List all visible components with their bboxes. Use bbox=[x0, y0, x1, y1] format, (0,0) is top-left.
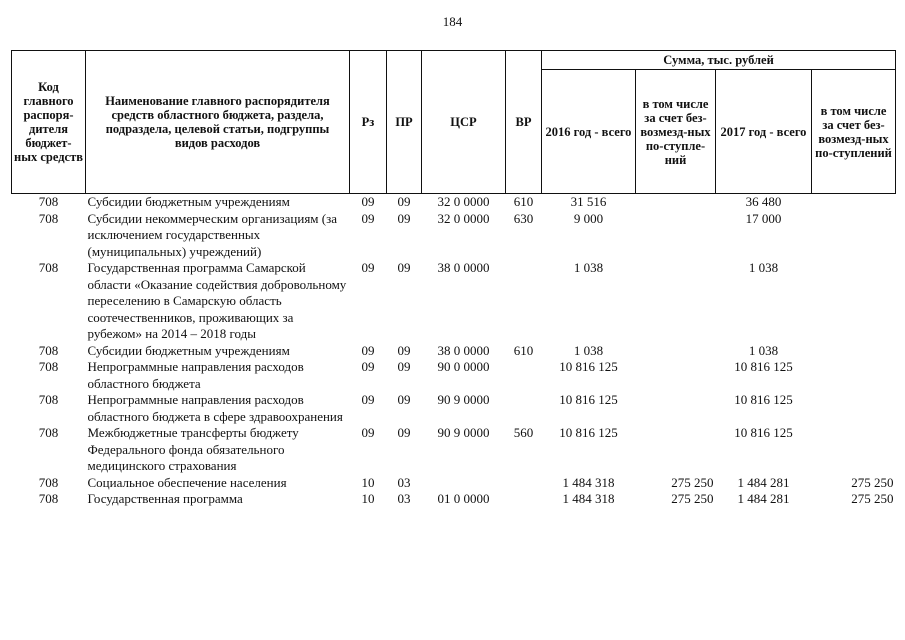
cell-2016-total: 10 816 125 bbox=[559, 392, 618, 407]
table-body bbox=[12, 194, 896, 508]
cell-2017-free bbox=[812, 359, 896, 392]
cell-2016-free bbox=[636, 194, 716, 211]
header-2017-total: 2017 год - всего bbox=[716, 70, 812, 194]
cell-pr: 09 bbox=[397, 260, 411, 275]
cell-2016-total: 1 484 318 bbox=[562, 491, 615, 506]
cell-vr bbox=[506, 491, 542, 508]
cell-name: Государственная программа bbox=[87, 491, 243, 506]
cell-2016-free bbox=[636, 425, 716, 475]
table-row bbox=[12, 260, 896, 343]
cell-2016-total: 1 038 bbox=[573, 342, 604, 358]
cell-2017-total: 1 038 bbox=[748, 342, 779, 358]
cell-rz: 10 bbox=[361, 474, 375, 490]
cell-2017-free bbox=[812, 194, 896, 211]
cell-2016-free bbox=[636, 211, 716, 261]
header-2017-free: в том числе за счет без-возмезд-ных по-ступлений bbox=[812, 70, 896, 194]
cell-2017-total: 1 038 bbox=[748, 260, 779, 275]
cell-csr: 90 0 0000 bbox=[437, 359, 490, 374]
cell-vr bbox=[506, 475, 542, 492]
cell-name: Непрограммные направления расходов областного бюджета bbox=[87, 359, 304, 391]
cell-code: 708 bbox=[38, 342, 59, 358]
cell-rz: 09 bbox=[361, 210, 375, 226]
cell-vr bbox=[506, 359, 542, 392]
cell-2016-free bbox=[636, 359, 716, 392]
cell-rz: 09 bbox=[361, 359, 375, 374]
cell-name: Непрограммные направления расходов областного бюджета в сфере здравоохранения bbox=[87, 392, 343, 424]
table-row bbox=[12, 211, 896, 261]
cell-csr: 01 0 0000 bbox=[437, 491, 490, 506]
cell-vr bbox=[506, 392, 542, 425]
cell-pr: 09 bbox=[397, 194, 411, 209]
header-vr: ВР bbox=[506, 51, 542, 194]
cell-vr: 560 bbox=[513, 425, 534, 440]
cell-2017-total: 10 816 125 bbox=[734, 359, 793, 374]
cell-name: Субсидии некоммерческим организациям (за исключением государственных (муниципальных) учреждений) bbox=[87, 210, 338, 259]
cell-pr: 09 bbox=[397, 392, 411, 407]
cell-2017-free bbox=[812, 211, 896, 261]
cell-code: 708 bbox=[38, 474, 59, 490]
cell-2017-total: 1 484 281 bbox=[737, 491, 790, 506]
cell-pr: 09 bbox=[397, 359, 411, 374]
cell-csr: 38 0 0000 bbox=[437, 260, 490, 275]
cell-vr: 630 bbox=[513, 210, 534, 226]
cell-2016-free bbox=[636, 392, 716, 425]
cell-vr bbox=[506, 260, 542, 343]
cell-csr: 38 0 0000 bbox=[437, 342, 490, 358]
budget-table bbox=[11, 50, 896, 508]
cell-rz: 09 bbox=[361, 392, 375, 407]
table-header bbox=[12, 51, 896, 194]
cell-2017-free bbox=[812, 392, 896, 425]
header-code: Код главного распоря-дителя бюджет-ных средств bbox=[12, 51, 86, 194]
table-row bbox=[12, 491, 896, 508]
table-row bbox=[12, 425, 896, 475]
cell-2017-free bbox=[812, 260, 896, 343]
cell-2017-free bbox=[812, 425, 896, 475]
cell-vr: 610 bbox=[513, 342, 534, 358]
cell-csr: 90 9 0000 bbox=[437, 425, 490, 440]
cell-2016-total: 31 516 bbox=[570, 194, 607, 209]
cell-pr: 09 bbox=[397, 425, 411, 440]
cell-pr: 03 bbox=[397, 474, 411, 490]
cell-2016-free: 275 250 bbox=[671, 491, 714, 506]
cell-code: 708 bbox=[38, 392, 59, 407]
header-sum-group: Сумма, тыс. рублей bbox=[542, 51, 896, 70]
cell-2016-total: 10 816 125 bbox=[559, 425, 618, 440]
cell-2017-free bbox=[812, 343, 896, 360]
cell-code: 708 bbox=[38, 359, 59, 374]
cell-vr: 610 bbox=[513, 194, 534, 209]
cell-name: Межбюджетные трансферты бюджету Федерального фонда обязательного медицинского страхования bbox=[87, 425, 299, 473]
cell-code: 708 bbox=[38, 260, 59, 275]
cell-name: Субсидии бюджетным учреждениям bbox=[87, 342, 290, 358]
cell-2017-total: 1 484 281 bbox=[737, 474, 790, 490]
header-pr: ПР bbox=[387, 51, 422, 194]
cell-csr: 90 9 0000 bbox=[437, 392, 490, 407]
cell-code: 708 bbox=[38, 491, 59, 506]
header-name: Наименование главного распорядителя средств областного бюджета, раздела, подраздела, целевой статьи, подгруппы видов расходов bbox=[86, 51, 350, 194]
cell-code: 708 bbox=[38, 210, 59, 226]
cell-name: Субсидии бюджетным учреждениям bbox=[87, 194, 290, 209]
table-row bbox=[12, 194, 896, 211]
cell-csr: 32 0 0000 bbox=[437, 210, 490, 226]
cell-rz: 09 bbox=[361, 425, 375, 440]
cell-2016-total: 9 000 bbox=[573, 210, 604, 226]
table-row bbox=[12, 343, 896, 360]
header-rz: Рз bbox=[350, 51, 387, 194]
cell-csr: 32 0 0000 bbox=[437, 194, 490, 209]
cell-2016-free: 275 250 bbox=[671, 474, 714, 490]
header-2016-free: в том числе за счет без-возмезд-ных по-ступле-ний bbox=[636, 70, 716, 194]
cell-csr bbox=[422, 475, 506, 492]
cell-2016-free bbox=[636, 260, 716, 343]
page-number: 184 bbox=[442, 14, 463, 29]
cell-code: 708 bbox=[38, 194, 59, 209]
cell-2017-total: 10 816 125 bbox=[734, 425, 793, 440]
cell-rz: 10 bbox=[361, 491, 375, 506]
cell-name: Социальное обеспечение населения bbox=[87, 474, 287, 490]
cell-2017-free: 275 250 bbox=[851, 491, 894, 506]
cell-2016-free bbox=[636, 343, 716, 360]
header-2016-total: 2016 год - всего bbox=[542, 70, 636, 194]
cell-2016-total: 1 484 318 bbox=[562, 474, 615, 490]
header-csr: ЦСР bbox=[422, 51, 506, 194]
cell-2017-total: 17 000 bbox=[745, 210, 782, 226]
cell-pr: 03 bbox=[397, 491, 411, 506]
table-row bbox=[12, 475, 896, 492]
cell-2016-total: 10 816 125 bbox=[559, 359, 618, 374]
cell-rz: 09 bbox=[361, 194, 375, 209]
cell-pr: 09 bbox=[397, 342, 411, 358]
table-row bbox=[12, 392, 896, 425]
cell-2017-total: 36 480 bbox=[745, 194, 782, 209]
cell-name: Государственная программа Самарской области «Оказание содействия добровольному переселению в Самарскую область соотечественников, проживающих за рубежом» на 2014 – 2018 годы bbox=[87, 260, 347, 341]
cell-pr: 09 bbox=[397, 210, 411, 226]
cell-code: 708 bbox=[38, 425, 59, 440]
cell-rz: 09 bbox=[361, 342, 375, 358]
cell-2017-free: 275 250 bbox=[851, 474, 894, 490]
cell-rz: 09 bbox=[361, 260, 375, 275]
table-row bbox=[12, 359, 896, 392]
cell-2016-total: 1 038 bbox=[573, 260, 604, 275]
cell-2017-total: 10 816 125 bbox=[734, 392, 793, 407]
